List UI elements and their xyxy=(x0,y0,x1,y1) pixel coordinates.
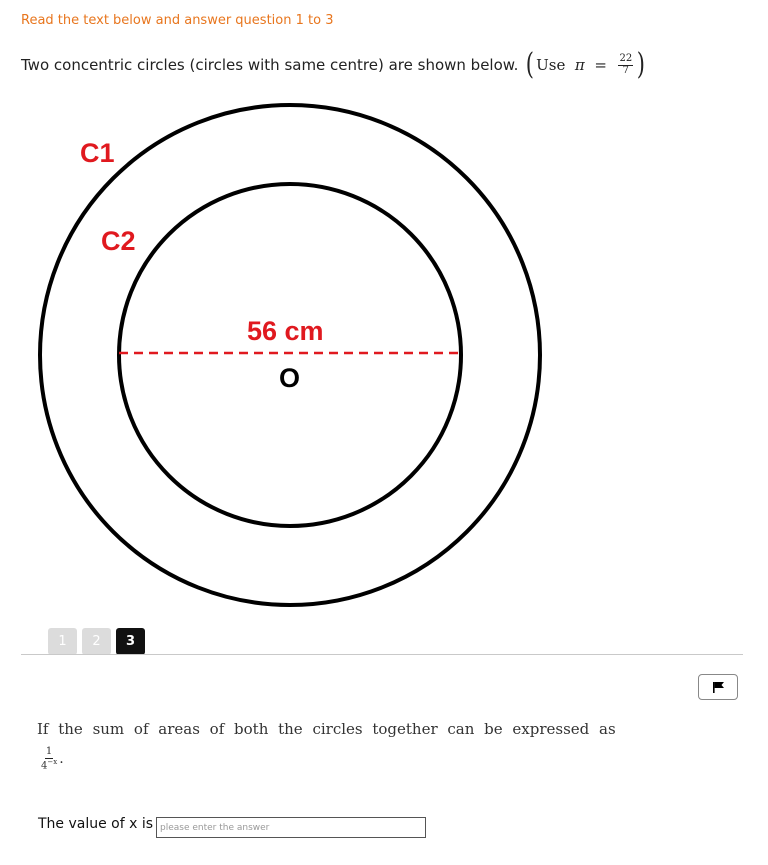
label-c2: C2 xyxy=(101,226,136,256)
pi-symbol: π xyxy=(574,56,585,74)
inner-circle-c2 xyxy=(119,184,461,526)
question-expression xyxy=(39,747,64,771)
question-numerator: 1 xyxy=(45,746,53,757)
question-period: . xyxy=(59,751,64,768)
answer-label: The value of x is xyxy=(38,816,154,832)
divider xyxy=(21,654,743,655)
question-denominator-exponent: −x xyxy=(47,757,58,766)
outer-circle-c1 xyxy=(40,105,540,605)
pi-numerator: 22 xyxy=(619,53,633,64)
pi-equals: = xyxy=(594,56,607,74)
question-denominator-base: 4 xyxy=(41,759,48,771)
question-navigator xyxy=(48,628,145,655)
question-nav-button-2[interactable]: 2 xyxy=(82,628,111,655)
flag-button[interactable] xyxy=(698,674,738,700)
label-diameter: 56 cm xyxy=(247,316,324,346)
pi-denominator: 7 xyxy=(622,64,629,76)
question-nav-button-1[interactable]: 1 xyxy=(48,628,77,655)
question-fraction xyxy=(41,747,57,771)
pi-hint: ( Use π = $\frac{22}{7}$ ) xyxy=(526,47,646,82)
label-c1: C1 xyxy=(80,138,115,168)
answer-input[interactable] xyxy=(156,817,426,838)
question-text: If the sum of areas of both the circles together can be expressed as xyxy=(37,720,616,738)
intro-text: Two concentric circles (circles with same centre) are shown below. xyxy=(21,56,519,74)
question-denominator xyxy=(41,759,57,772)
flag-icon xyxy=(712,681,725,693)
question-nav-button-3[interactable]: 3 xyxy=(116,628,145,655)
pi-hint-use: Use xyxy=(536,56,566,74)
instruction-text: Read the text below and answer question 1 to 3 xyxy=(21,13,334,28)
label-center-o: O xyxy=(279,363,301,393)
